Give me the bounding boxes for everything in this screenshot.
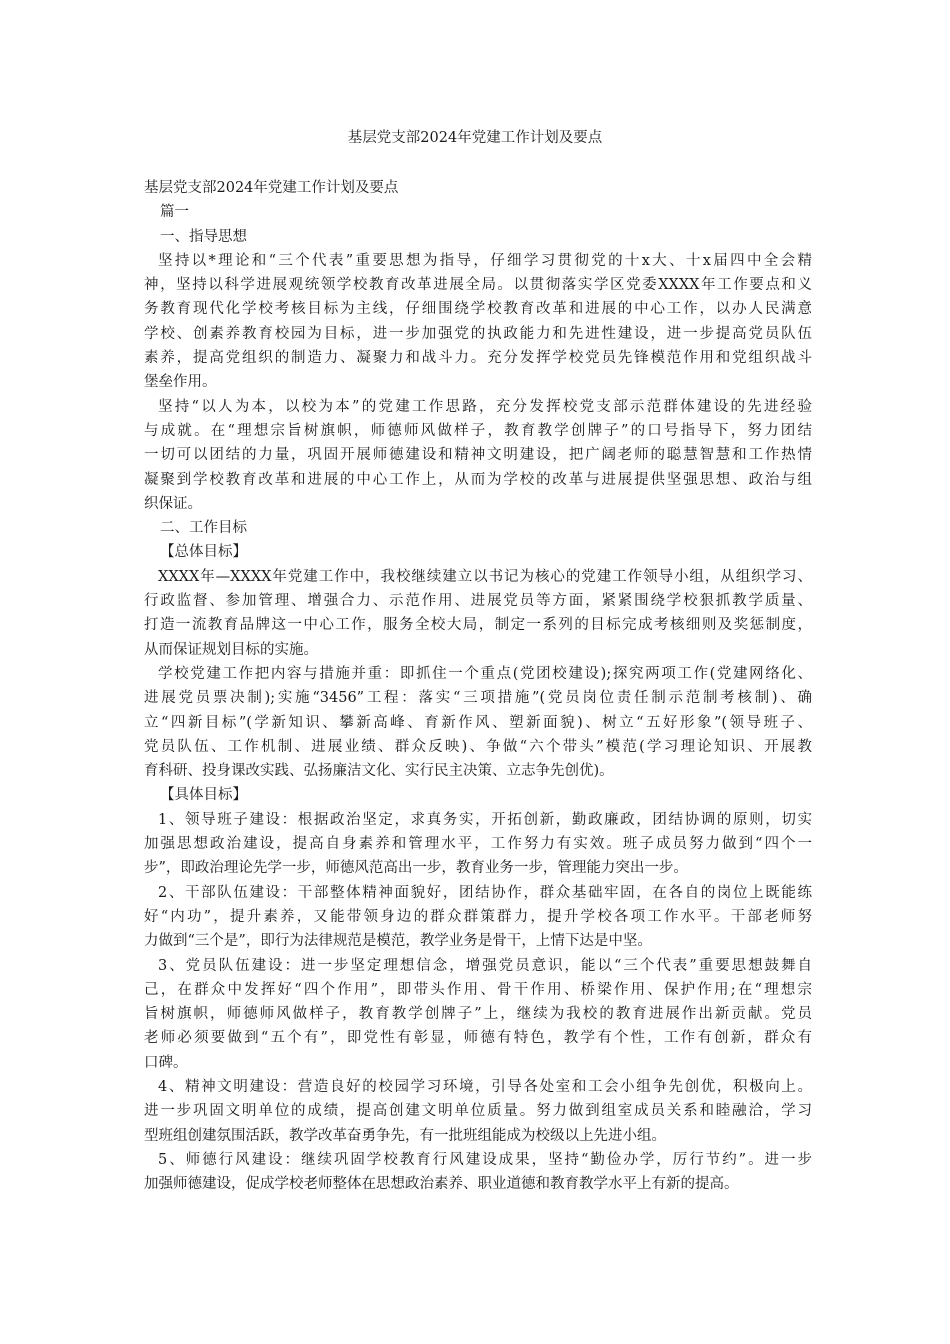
document-title: 基层党支部2024年党建工作计划及要点 [347,130,603,146]
paragraph-line: 学校、创素养教育校园为目标，进一步加强党的执政能力和先进性建设，进一步提高党员队伍 [144,325,812,342]
paragraph-line: 一切可以团结的力量，巩固开展师德建设和精神文明建设，把广阔老师的聪慧智慧和工作热情 [144,447,812,464]
paragraph-line: 素养，提高党组织的制造力、凝聚力和战斗力。充分发挥学校党员先锋模范作用和党组织战斗 [144,350,812,367]
paragraph-line: 好“内功”，提升素养，又能带领身边的群众群策群力，提升学校各项工作水平。干部老师努 [144,908,812,925]
subsection-heading: 【具体目标】 [160,787,247,804]
paragraph-line: 凝聚到学校教育改革和进展的中心工作上，从而为学校的改革与进展提供坚强思想、政治与组 [144,471,812,488]
paragraph-line: 己，在群众中发挥好“四个作用”，即带头作用、骨干作用、桥梁作用、保护作用;在“理想宗 [144,981,812,998]
paragraph-line: 3、党员队伍建设：进一步坚定理想信念，增强党员意识，能以“三个代表”重要思想鼓舞自 [158,957,812,974]
paragraph-line: 进一步巩固文明单位的成绩，提高创建文明单位质量。努力做到组室成员关系和睦融洽，学习 [144,1103,812,1120]
paragraph-line: 党员队伍、工作机制、进展业绩、群众反映)、争做“六个带头”模范(学习理论知识、开展教 [144,738,812,755]
paragraph-line: 育科研、投身课改实践、弘扬廉洁文化、实行民主决策、立志争先创优)。 [144,763,614,780]
paragraph-line: 旨树旗帜，师德师风做样子，教育教学创牌子”上，继续为我校的教育进展作出新贡献。党员 [144,1006,812,1023]
paragraph-line: 与成就。在“理想宗旨树旗帜，师德师风做样子，教育教学创牌子”的口号指导下，努力团结 [144,422,812,439]
paragraph-line: 力做到“三个是”，即行为法律规范是模范，教学业务是骨干，上情下达是中坚。 [144,933,652,950]
paragraph-line: 5、师德行风建设：继续巩固学校教育行风建设成果，坚持“勤俭办学，厉行节约”。进一步 [158,1151,812,1168]
paragraph-line: 1、领导班子建设：根据政治坚定，求真务实，开拓创新，勤政廉政，团结协调的原则，切实 [158,811,812,828]
paragraph-line: 立“四新目标”(学新知识、攀新高峰、育新作风、塑新面貌)、树立“五好形象”(领导班子、 [144,714,812,731]
paragraph-line: 坚持以*理论和“三个代表”重要思想为指导，仔细学习贯彻党的十x大、十x届四中全会精 [158,252,812,269]
section-heading: 一、指导思想 [160,228,247,245]
paragraph-line: 老师必须要做到“五个有”，即党性有彰显，师德有特色，教学有个性，工作有创新，群众有 [144,1030,812,1047]
section-label: 篇一 [160,204,189,221]
paragraph-line: 加强思想政治建设，提高自身素养和管理水平，工作努力有实效。班子成员努力做到“四个一 [144,836,812,853]
paragraph-line: 型班组创建氛围活跃，教学改革奋勇争先，有一批班组能成为校级以上先进小组。 [144,1127,666,1144]
paragraph-line: 织保证。 [144,495,202,512]
paragraph-line: XXXX年—XXXX年党建工作中，我校继续建立以书记为核心的党建工作领导小组，从组织学习、 [158,568,812,585]
paragraph-line: 步”，即政治理论先学一步，师德风范高出一步，教育业务一步，管理能力突出一步。 [144,860,688,877]
paragraph-line: 务教育现代化学校考核目标为主线，仔细围绕学校教育改革和进展的中心工作，以办人民满意 [144,301,812,318]
paragraph-line: 打造一流教育品牌这一中心工作，服务全校大局，制定一系列的目标完成考核细则及奖惩制度， [144,617,812,634]
body-heading: 基层党支部2024年党建工作计划及要点 [144,180,399,196]
paragraph-line: 行政监督、参加管理、增强合力、示范作用、进展党员等方面，紧紧围绕学校狠抓教学质量、 [144,593,812,610]
paragraph-line: 2、干部队伍建设：干部整体精神面貌好，团结协作，群众基础牢固，在各自的岗位上既能练 [158,884,812,901]
paragraph-line: 加强师德建设，促成学校老师整体在思想政治素养、职业道德和教育教学水平上有新的提高。 [144,1176,739,1193]
paragraph-line: 学校党建工作把内容与措施并重：即抓住一个重点(党团校建设);探究两项工作(党建网络化、 [158,665,812,682]
paragraph-line: 进展党员票决制);实施“3456”工程：落实“三项措施”(党员岗位责任制示范制考核制)、确 [144,690,812,707]
section-heading: 二、工作目标 [160,520,247,537]
paragraph-line: 堡垒作用。 [144,374,217,391]
paragraph-line: 坚持“以人为本，以校为本”的党建工作思路，充分发挥校党支部示范群体建设的先进经验 [158,398,812,415]
paragraph-line: 口碑。 [144,1054,188,1071]
paragraph-line: 神，坚持以科学进展观统领学校教育改革进展全局。以贯彻落实学区党委XXXX年工作要点和义 [144,277,812,294]
document-body [144,176,812,1196]
paragraph-line: 4、精神文明建设：营造良好的校园学习环境，引导各处室和工会小组争先创优，积极向上。 [158,1078,812,1095]
paragraph-line: 从而保证规划目标的实施。 [144,641,318,658]
subsection-heading: 【总体目标】 [160,544,247,561]
